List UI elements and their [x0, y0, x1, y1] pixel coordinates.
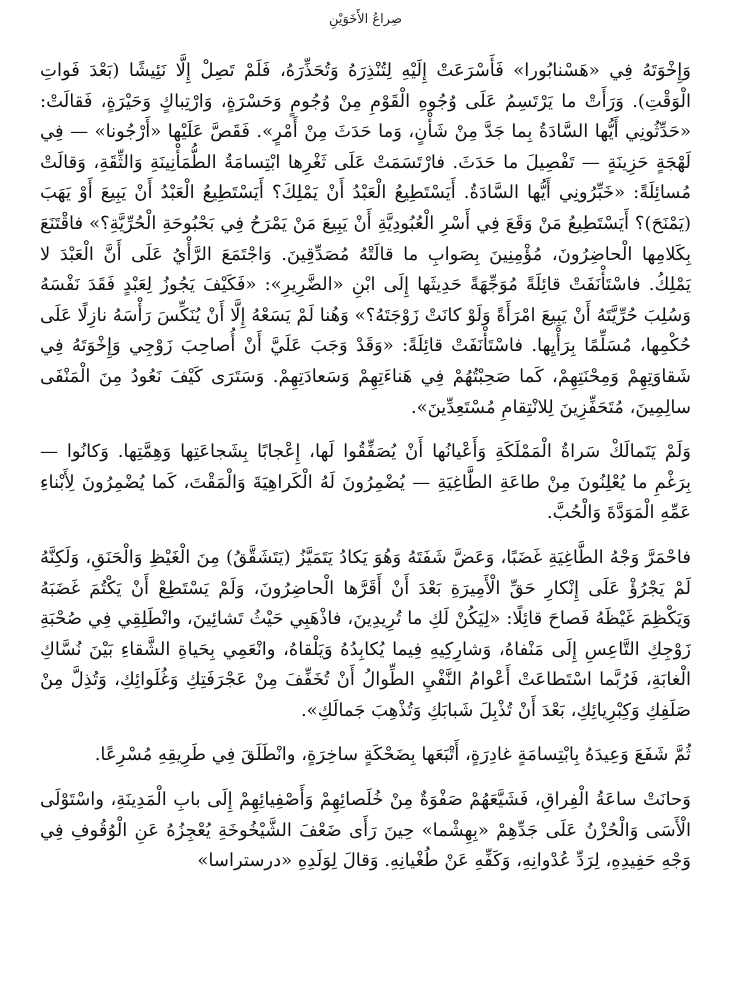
paragraph: وَإِخْوَتَهُ فِي «هَسْنابُورا» فَأَسْرَعَتْ إِلَيْهِ لِتُنْذِرَهُ وَتُحَذِّرَهُ، فَلَمْ تَصِلْ إِلَّا نَئِيشًا (بَعْدَ فَواتِ الْوَقْتِ). وَرَأَتْ ما يَرْتَسِمُ عَلَى وُجُوهِ الْقَوْمِ مِنْ وُجُومٍ وَحَسْرَةٍ، وَارْتِباكٍ وَحَيْرَةٍ، فَقالَتْ: «حَدِّثُونِي أَيُّها السَّادَةُ بِما جَدَّ مِنْ شَأْنٍ، وَما حَدَثَ مِنْ أَمْرٍ». فَقَصَّ عَلَيْها «أَرْجُونا» — فِي لَهْجَةٍ حَزِينَةٍ — تَفْصِيلَ ما حَدَثَ. فارْتَسَمَتْ عَلَى ثَغْرِها ابْتِسامَةُ الطُّمَأْنِينَةِ وَالثِّقَةِ، وَقالَتْ مُسائِلَةً: «خَبِّرُونِي أَيُّها السَّادَةُ. أَيَسْتَطِيعُ الْعَبْدُ أَنْ يَمْلِكَ؟ أَيَسْتَطِيعُ الْعَبْدُ أَنْ يَبِيعَ أَوْ يَهَبَ (يَمْنَحَ)؟ أَيَسْتَطِيعُ مَنْ وَقَعَ فِي أَسْرِ الْعُبُودِيَّةِ أَنْ يَبِيعَ مَنْ يَمْرَحُ فِي بَحْبُوحَةِ الْحُرِّيَّةِ؟» فاقْتَنَعَ بِكَلامِها الْحاضِرُونَ، مُؤْمِنِينَ بِصَوابِ ما قالَتْهُ مُصَدِّقِينَ. وَاجْتَمَعَ الرَّأْيُ عَلَى أَنَّ الْعَبْدَ لا يَمْلِكُ. فاسْتَأْنَفَتْ قائِلَةً مُوَجِّهَةً حَدِيثَها إِلَى ابْنِ «الضَّرِيرِ»: «فَكَيْفَ يَجُوزُ لِعَبْدٍ فَقَدَ نَفْسَهُ وَسُلِبَ حُرِّيَّتَهُ أَنْ يَبِيعَ امْرَأَةً وَلَوْ كانَتْ زَوْجَتَهُ؟» وَهُنا لَمْ يَسَعْهُ إِلَّا أَنْ يُنَكِّسَ رَأْسَهُ نازِلًا عَلَى حُكْمِها، مُسَلِّمًا بِرَأْيِها. فاسْتَأْنَفَتْ قائِلَةً: «وَقَدْ وَجَبَ عَلَيَّ أَنْ أُصاحِبَ زَوْجِي وَإِخْوَتَهُ فِي شَقاوَتِهِمْ وَمِحْنَتِهِمْ، كَما صَحِبْتُهُمْ فِي هَناءَتِهِمْ وَسَعادَتِهِمْ. وَسَتَرَى كَيْفَ نَعُودُ مِنَ الْمَنْفَى سالِمِينَ، مُتَحَفِّزِينَ لِلانْتِقامِ مُسْتَعِدِّينَ».: [40, 60, 691, 418]
running-title: صِراعُ الأَخَوَيْنِ: [328, 12, 402, 27]
paragraph: ثُمَّ شَفَعَ وَعِيدَهُ بِابْتِسامَةٍ غادِرَةٍ، أَتْبَعَها بِضَحْكَةٍ ساخِرَةٍ، وانْطَلَقَ فِي طَرِيقِهِ مُسْرِعًا.: [94, 744, 691, 766]
paragraph: وَلَمْ يَتَمالَكْ سَراةُ الْمَمْلَكَةِ وَأَعْيانُها أَنْ يُصَفِّقُوا لَها، إِعْجابًا بِشَجاعَتِها وَهِمَّتِها. وَكانُوا — بِرَغْمِ ما يُعْلِنُونَ مِنْ طاعَةِ الطَّاغِيَةِ — يُضْمِرُونَ لَهُ الْكَراهِيَةَ وَالْمَقْتَ، كَما يُضْمِرُونَ لِأَبْناءِ عَمِّهِ الْمَوَدَّةَ وَالْحُبَّ.: [40, 441, 691, 524]
paragraph: فاحْمَرَّ وَجْهُ الطَّاغِيَةِ غَضَبًا، وَعَضَّ شَفَتَهُ وَهُوَ يَكادُ يَتَمَيَّزُ (يَتَشَقَّقُ) مِنَ الْغَيْظِ وَالْحَنَقِ، وَلَكِنَّهُ لَمْ يَجْرُؤْ عَلَى إِنْكارِ حَقِّ الْأَمِيرَةِ بَعْدَ أَنْ أَقَرَّها الْحاضِرُونَ، وَلَمْ يَسْتَطِعْ أَنْ يَكْتُمَ غَضَبَهُ وَيَكْظِمَ غَيْظَهُ فَصاحَ قائِلًا: «لِيَكُنْ لَكِ ما تُرِيدِينَ، فاذْهَبِي حَيْثُ تَشائِينَ، وانْطَلِقِي فِي صُحْبَةِ زَوْجِكِ التَّاعِسِ إِلَى مَنْفاهُ، وَشارِكِيهِ فِيما يُكابِدُهُ وَيَلْقاهُ، وانْعَمِي بِحَياةِ الشَّقاءِ بَيْنَ نُسَّاكِ الْغابَةِ، فَرُبَّما اسْتَطاعَتْ أَعْوامُ النَّفْيِ الطِّوالُ أَنْ تُخَفِّفَ مِنْ عَجْرَفَتِكِ وَغُلَوائِكِ، وَتُذِلَّ مِنْ صَلَفِكِ وَكِبْرِيائِكِ، بَعْدَ أَنْ تُذْبِلَ شَبابَكِ وَتُذْهِبَ جَمالَكِ».: [40, 546, 691, 721]
body-text: [40, 56, 691, 877]
paragraph: وَحانَتْ ساعَةُ الْفِراقِ، فَشَيَّعَهُمْ صَفْوَةٌ مِنْ خُلَصائِهِمْ وَأَصْفِيائِهِمْ إِلَى بابِ الْمَدِينَةِ، واسْتَوْلَى الْأَسَى وَالْحُزْنُ عَلَى جَدِّهِمْ «بِهِشْما» حِينَ رَأَى ضَعْفَ الشَّيْخُوخَةِ يُعْجِزُهُ عَنِ الْوُقُوفِ فِي وَجْهِ حَفِيدِهِ، لِرَدِّ عُدْوانِهِ، وَكَفِّهِ عَنْ طُغْيانِهِ. وَقالَ لِوَلَدِهِ «درستراسا»: [40, 789, 691, 872]
